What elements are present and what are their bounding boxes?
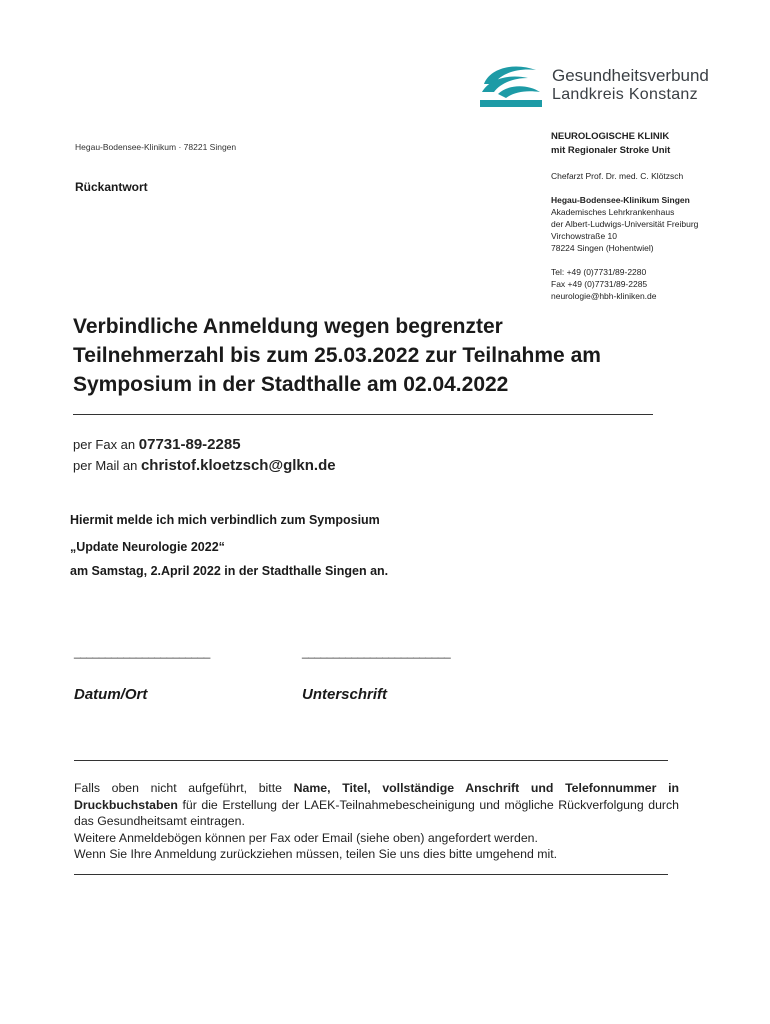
clinic-hospital: Hegau-Bodensee-Klinikum Singen	[551, 195, 690, 205]
clinic-name-line2: mit Regionaler Stroke Unit	[551, 145, 671, 156]
mail-prefix: per Mail an	[73, 458, 138, 473]
logo-text-line2: Landkreis Konstanz	[552, 86, 698, 103]
document-title	[73, 312, 693, 399]
signature-field[interactable]: ________________________	[302, 645, 451, 659]
clinic-name-line1: NEUROLOGISCHE KLINIK	[551, 131, 670, 142]
signature-label: Unterschrift	[302, 686, 388, 703]
registration-line1: Hiermit melde ich mich verbindlich zum Symposium	[70, 513, 380, 527]
date-place-field[interactable]: ______________________	[74, 645, 210, 659]
title-line: Symposium in der Stadthalle am 02.04.2022	[73, 373, 509, 396]
clinic-address-line: Virchowstraße 10	[551, 231, 617, 241]
note-bold-text: Name, Titel, vollständige Anschrift und Telefonnummer in Druckbuchstaben	[74, 781, 679, 812]
divider	[73, 414, 653, 415]
wave-logo-icon	[480, 62, 544, 110]
fax-number: 07731-89-2285	[138, 436, 241, 453]
clinic-chief: Chefarzt Prof. Dr. med. C. Klötzsch	[551, 171, 684, 181]
note-text: Falls oben nicht aufgeführt, bitte	[74, 781, 294, 795]
clinic-fax: Fax +49 (0)7731/89-2285	[551, 279, 648, 289]
logo-text-line1: Gesundheitsverbund	[552, 66, 709, 85]
divider	[74, 760, 668, 761]
clinic-info-block	[551, 130, 751, 302]
clinic-address-line: 78224 Singen (Hohentwiel)	[551, 243, 654, 253]
note-line: Wenn Sie Ihre Anmeldung zurückziehen müssen, teilen Sie uns dies bitte umgehend mit.	[74, 847, 558, 861]
reply-label: Rückantwort	[75, 180, 148, 194]
clinic-address-line: Akademisches Lehrkrankenhaus	[551, 207, 675, 217]
mail-address[interactable]: christof.kloetzsch@glkn.de	[140, 457, 336, 474]
note-line: Weitere Anmeldebögen können per Fax oder Email (siehe oben) angefordert werden.	[74, 830, 538, 845]
clinic-address-line: der Albert-Ludwigs-Universität Freiburg	[551, 219, 699, 229]
title-line: Teilnehmerzahl bis zum 25.03.2022 zur Teilnahme am	[73, 344, 601, 367]
divider	[74, 874, 668, 875]
fax-contact	[73, 436, 241, 453]
registration-line3: am Samstag, 2.April 2022 in der Stadthalle Singen an.	[70, 564, 389, 578]
sender-address-line: Hegau-Bodensee-Klinikum · 78221 Singen	[75, 142, 237, 152]
gesundheitsverbund-logo	[480, 62, 720, 112]
title-line: Verbindliche Anmeldung wegen begrenzter	[73, 315, 503, 338]
note-text: für die Erstellung der LAEK-Teilnahmebescheinigung und mögliche Rückverfolgung durch das Gesundheitsamt eintragen.	[74, 797, 679, 828]
registration-event-name: „Update Neurologie 2022“	[70, 540, 225, 554]
date-place-label: Datum/Ort	[74, 686, 148, 703]
instructions-note	[74, 780, 679, 863]
clinic-tel: Tel: +49 (0)7731/89-2280	[551, 267, 647, 277]
fax-prefix: per Fax an	[73, 437, 136, 452]
clinic-email: neurologie@hbh-kliniken.de	[551, 291, 657, 301]
mail-contact	[73, 457, 336, 474]
